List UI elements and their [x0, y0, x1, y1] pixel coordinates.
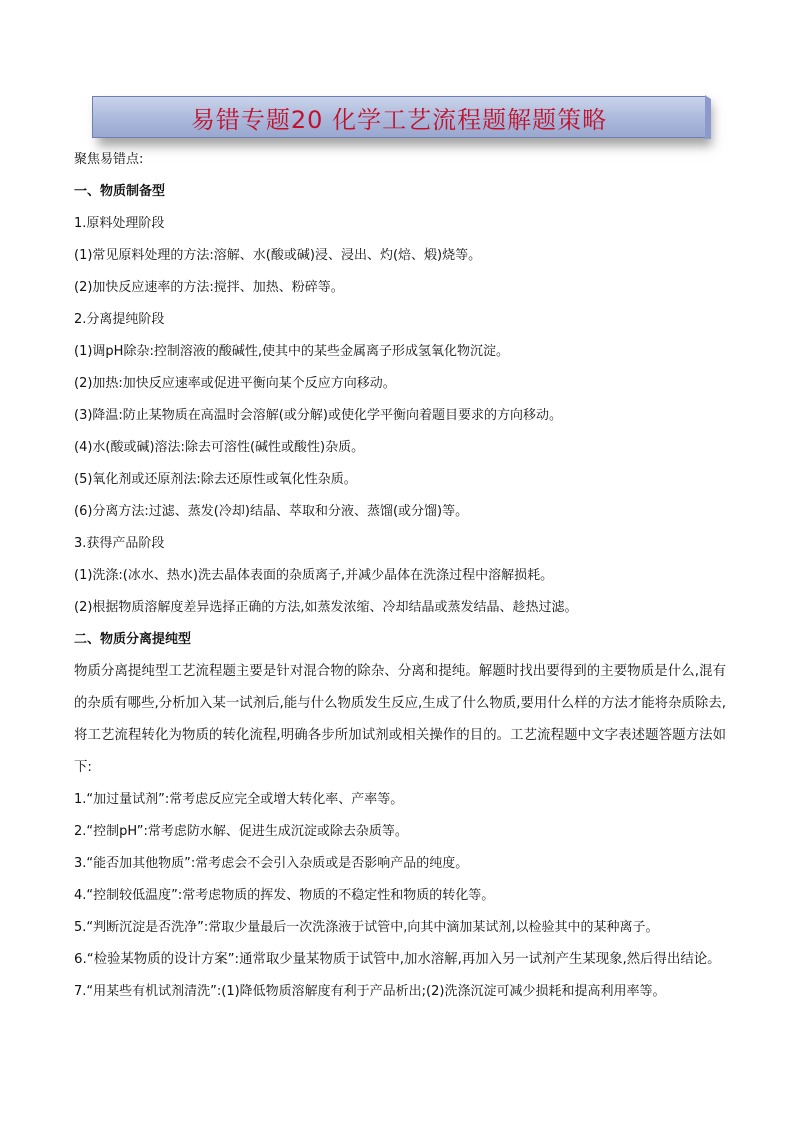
stage3-item: (2)根据物质溶解度差异选择正确的方法,如蒸发浓缩、冷却结晶或蒸发结晶、趁热过滤。 — [74, 600, 578, 615]
section2-item: 7.“用某些有机试剂清洗”:(1)降低物质溶解度有利于产品析出;(2)洗涤沉淀可减少损耗和提高利用率等。 — [74, 984, 666, 999]
stage1-heading: 1.原料处理阶段 — [74, 216, 165, 231]
section2-item: 1.“加过量试剂”:常考虑反应完全或增大转化率、产率等。 — [74, 792, 404, 807]
intro-label: 聚焦易错点: — [74, 152, 144, 167]
section2-heading: 二、物质分离提纯型 — [74, 632, 192, 647]
section1-heading: 一、物质制备型 — [74, 184, 166, 199]
section2-item: 2.“控制pH”:常考虑防水解、促进生成沉淀或除去杂质等。 — [74, 824, 408, 839]
stage2-item: (6)分离方法:过滤、蒸发(冷却)结晶、萃取和分液、蒸馏(或分馏)等。 — [74, 504, 469, 519]
section2-item: 4.“控制较低温度”:常考虑物质的挥发、物质的不稳定性和物质的转化等。 — [74, 888, 495, 903]
stage2-item: (3)降温:防止某物质在高温时会溶解(或分解)或使化学平衡向着题目要求的方向移动。 — [74, 408, 562, 423]
stage3-heading: 3.获得产品阶段 — [74, 536, 165, 551]
stage2-item: (1)调pH除杂:控制溶液的酸碱性,使其中的某些金属离子形成氢氧化物沉淀。 — [74, 344, 509, 359]
stage2-item: (4)水(酸或碱)溶法:除去可溶性(碱性或酸性)杂质。 — [74, 440, 365, 455]
section2-paragraph: 物质分离提纯型工艺流程题主要是针对混合物的除杂、分离和提纯。解题时找出要得到的主要物质是什么,混有的杂质有哪些,分析加入某一试剂后,能与什么物质发生反应,生成了什么物质,要用什么样的方法才能将杂质除去,将工艺流程转化为物质的转化流程,明确各步所加试剂或相关操作的目的。工艺流程题中文字表述题答题方法如下: — [74, 664, 726, 775]
section2-item: 3.“能否加其他物质”:常考虑会不会引入杂质或是否影响产品的纯度。 — [74, 856, 469, 871]
stage2-item: (2)加热:加快反应速率或促进平衡向某个反应方向移动。 — [74, 376, 396, 391]
page-title: 易错专题20 化学工艺流程题解题策略 — [190, 105, 608, 134]
title-banner — [92, 96, 706, 138]
stage2-heading: 2.分离提纯阶段 — [74, 312, 165, 327]
stage1-item: (2)加快反应速率的方法:搅拌、加热、粉碎等。 — [74, 280, 344, 295]
section2-item: 6.“检验某物质的设计方案”:通常取少量某物质于试管中,加水溶解,再加入另一试剂产生某现象,然后得出结论。 — [74, 952, 721, 967]
stage2-item: (5)氧化剂或还原剂法:除去还原性或氧化性杂质。 — [74, 472, 357, 487]
section2-item: 5.“判断沉淀是否洗净”:常取少量最后一次洗涤液于试管中,向其中滴加某试剂,以检验其中的某种离子。 — [74, 920, 659, 935]
stage1-item: (1)常见原料处理的方法:溶解、水(酸或碱)浸、浸出、灼(焙、煅)烧等。 — [74, 248, 482, 263]
stage3-item: (1)洗涤:(冰水、热水)洗去晶体表面的杂质离子,并减少晶体在洗涤过程中溶解损耗。 — [74, 568, 554, 583]
document-body — [74, 144, 726, 1008]
